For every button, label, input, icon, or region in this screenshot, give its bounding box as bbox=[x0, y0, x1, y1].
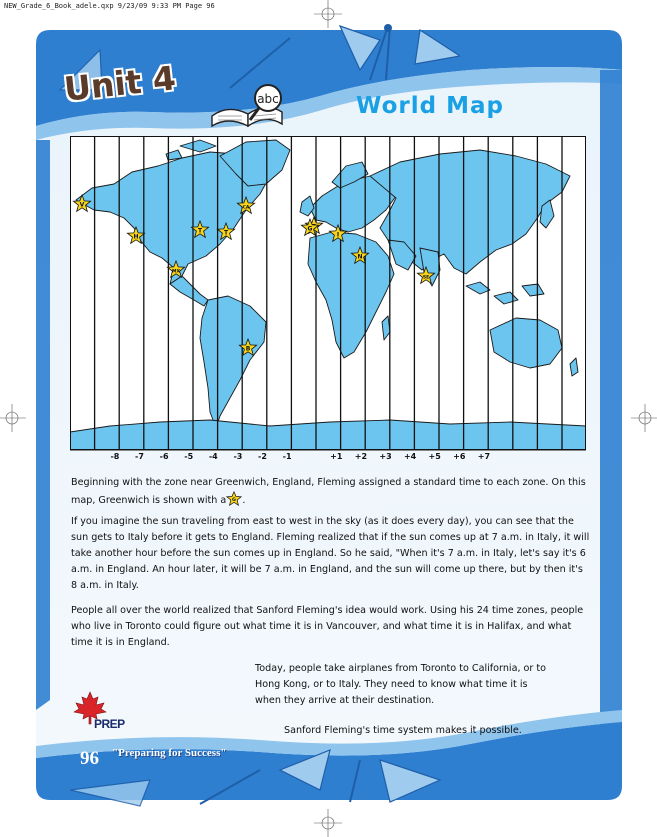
print-slug: NEW_Grade_6_Book_adele.qxp 9/23/09 9:33 PM Page 96 bbox=[4, 2, 215, 10]
time-zone-label: +1 bbox=[330, 452, 343, 461]
greenwich-star-icon bbox=[226, 491, 242, 506]
book-magnifier-icon bbox=[208, 82, 292, 128]
map-title: World Map bbox=[356, 93, 504, 119]
time-zone-label: +7 bbox=[477, 452, 491, 461]
city-star-label: T bbox=[197, 227, 203, 235]
time-zone-label: +3 bbox=[379, 452, 392, 461]
paragraph-airplanes: Today, people take airplanes from Toronto to California, or to Hong Kong, or to Italy. They need to know what time it is when they arrive at their destination. bbox=[255, 663, 547, 706]
city-star-label: G bbox=[307, 225, 313, 233]
world-time-zone-map bbox=[70, 136, 586, 468]
time-zone-label: -4 bbox=[208, 452, 218, 461]
city-star-label: I bbox=[336, 231, 340, 239]
city-star-label: N bbox=[357, 253, 363, 261]
time-zone-label: -6 bbox=[159, 452, 169, 461]
time-zone-label: -5 bbox=[184, 452, 194, 461]
time-zone-label: +4 bbox=[403, 452, 417, 461]
city-star-label: MX bbox=[172, 269, 180, 275]
page-number: 96 bbox=[80, 748, 99, 769]
time-zone-label: -8 bbox=[110, 452, 120, 461]
paragraph-time-zones: People all over the world realized that Sanford Fleming's idea would work. Using his 24 time zones, people who live in Toronto could figure out what time it is in Vancouver, and what time it is in Halifax, and what time it is in England. bbox=[71, 605, 584, 648]
time-zone-label: -7 bbox=[135, 452, 144, 461]
paragraph-conclusion: Sanford Fleming's time system makes it possible. bbox=[284, 725, 522, 736]
paragraph-greenwich bbox=[71, 475, 591, 509]
prep-logo-text: PREP bbox=[94, 717, 125, 731]
city-star-label: V bbox=[79, 201, 85, 209]
antarctica-landmass bbox=[70, 420, 586, 450]
city-star-label: H bbox=[133, 233, 139, 241]
paragraph-greenwich-text: Beginning with the zone near Greenwich, England, Fleming assigned a standard time to each zone. On this map, Greenwich is shown with a bbox=[71, 477, 586, 506]
time-zone-label: -3 bbox=[233, 452, 243, 461]
time-zone-label: -2 bbox=[258, 452, 267, 461]
city-star-label: B bbox=[245, 345, 251, 353]
time-zone-label: +6 bbox=[453, 452, 466, 461]
paragraph-sun-travel: If you imagine the sun traveling from east to west in the sky (as it does every day), you can see that the sun gets to Italy before it gets to England. Fleming realized that if the sun comes up at 7 a.m. in Italy, it will take another hour before the sun comes up in England. So he said, "When it's 7 a.m. in Italy, let's say it's 6 a.m. in England. An hour later, it will be 7 a.m. in England, and the sun will come up there, but by then it's 8 a.m. in Italy. bbox=[71, 516, 590, 591]
city-star-label: SE bbox=[422, 275, 430, 281]
greenwich-star-label: G bbox=[232, 497, 237, 503]
city-star-label: CA bbox=[242, 205, 250, 211]
time-zone-label: +5 bbox=[428, 452, 441, 461]
world-map-graphic bbox=[70, 136, 586, 468]
footer-tagline: "Preparing for Success" bbox=[112, 747, 227, 759]
unit-title: Unit 4 bbox=[62, 58, 178, 109]
city-star-label: T bbox=[223, 229, 229, 237]
time-zone-label: -1 bbox=[282, 452, 292, 461]
paragraph-greenwich-end: . bbox=[242, 495, 246, 506]
time-zone-label: +2 bbox=[354, 452, 368, 461]
book-icon-text: abc bbox=[257, 92, 279, 106]
